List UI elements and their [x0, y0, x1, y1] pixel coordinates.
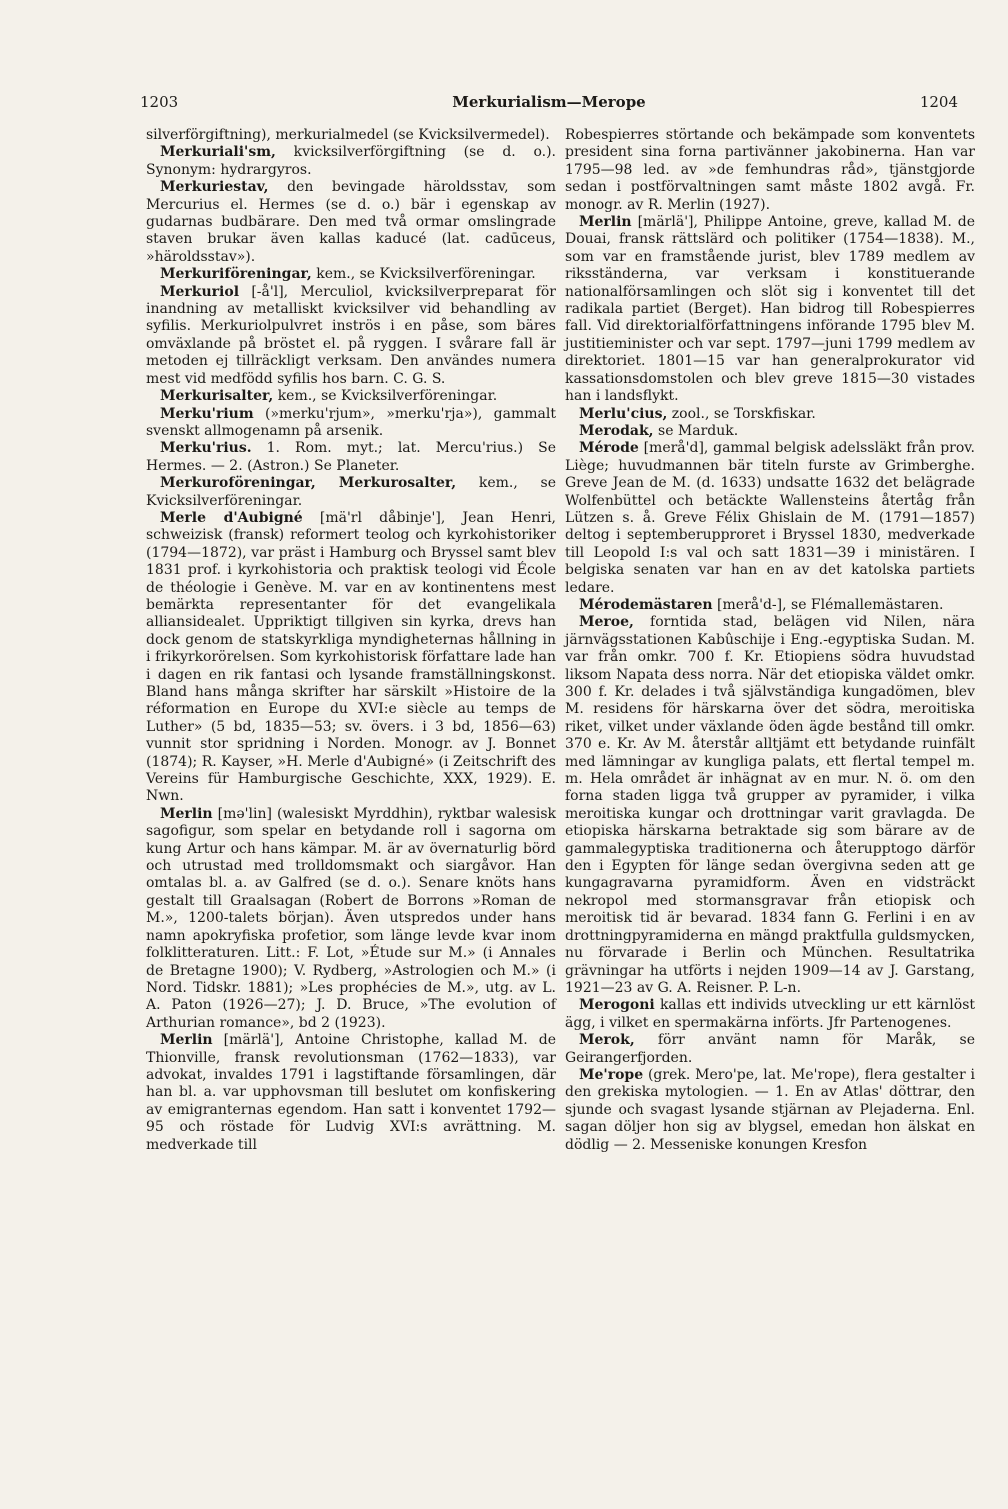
- entry-text: (grek. Mero'pe, lat. Me'rope), flera gestalter i den grekiska mytologien. — 1. En av Atlas' döttrar, den sjunde och svagast lysande stjärnan av Plejaderna. Enl. sagan döljer hon sig av blygsel, emedan hon älskat en dödlig — 2. Messeniske konungen Kresfon: [565, 1066, 975, 1153]
- entry: [565, 214, 975, 405]
- entry-text: (»merku'rjum», »merku'rja»), gammalt svenskt allmogenamn på arsenik.: [146, 405, 556, 439]
- entry-text: kem., se Kvicksilverföreningar.: [146, 475, 556, 509]
- entry-text: 1. Rom. myt.; lat. Mercu'rius.) Se Hermes. — 2. (Astron.) Se Planeter.: [146, 440, 557, 474]
- entry-text: kvicksilverförgiftning (se d. o.). Synonym: hydrargyros.: [146, 144, 557, 178]
- entry: [565, 597, 975, 614]
- entry: [565, 997, 975, 1032]
- right-column: [565, 127, 975, 1154]
- entry-headword: Merkuroföreningar, Merkurosalter,: [160, 475, 457, 492]
- entry-text: [merå'd], gammal belgisk adelssläkt från prov. Liège; huvudmannen bär titeln furste av Grimberghe. Greve Jean de M. (d. 1633) undsatte 1632 det belägrade Wolfenbüttel och betäckte Wallensteins återtåg från Lützen s. å. Greve Félix Ghislain de M. (1791—1857) deltog i septemberupproret i Bryssel 1830, medverkade till Leopold I:s val och satt 1831—39 i ministären. I belgiska senaten var han en av det katolska partiets ledare.: [565, 440, 975, 596]
- entry-text: [-å'l], Merculiol, kvicksilverpreparat för inandning av metalliskt kvicksilver vid behandling av syfilis. Merkuriolpulvret inströs i en påse, som bäres omväxlande på bröstet el. på ryggen. I svårare fall är metoden ej tillräckligt verksam. Den användes numera mest vid medfödd syfilis hos barn. C. G. S.: [146, 283, 557, 387]
- entry-text: kallas ett individs utveckling ur ett kärnlöst ägg, i vilket en spermakärna införts. Jfr Partenogenes.: [565, 997, 976, 1031]
- entry: [565, 440, 975, 597]
- entry: [565, 1032, 975, 1067]
- entry-headword: Merogoni: [579, 997, 655, 1014]
- entry-headword: Merkuriali'sm,: [160, 144, 276, 161]
- entry-text: kem., se Kvicksilverföreningar.: [277, 388, 498, 405]
- entry-text: Robespierres störtande och bekämpade som konventets president sina forna partivänner jakobinerna. Han var 1795—98 led. av »de femhundras råd», tjänstgjorde sedan i postförvaltningen samt måste 1802 avgå. Fr. monogr. av R. Merlin (1927).: [565, 127, 975, 213]
- left-page-number: 1203: [140, 93, 179, 111]
- entry-text: zool., se Torskfiskar.: [671, 405, 816, 422]
- entry-headword: Me'rope: [579, 1066, 644, 1083]
- entry-headword: Merkuriföreningar,: [160, 266, 312, 283]
- entry-headword: Mérode: [579, 440, 639, 457]
- entry-headword: Meroe,: [579, 614, 634, 631]
- entry-headword: Merodak,: [579, 422, 654, 439]
- entry: [146, 440, 556, 475]
- entry: [146, 510, 556, 806]
- running-title: Merkurialism—Merope: [452, 93, 646, 111]
- entry: [146, 406, 556, 441]
- entry-text: förr använt namn för Maråk, se Geirangerfjorden.: [565, 1032, 976, 1066]
- entry-headword: Merkurisalter,: [160, 388, 274, 405]
- entry-text: se Marduk.: [658, 422, 739, 439]
- left-column: [146, 127, 556, 1154]
- entry: [146, 806, 556, 1032]
- entry-text: [märlä'], Antoine Christophe, kallad M. de Thionville, fransk revolutionsman (1762—1833), var advokat, invaldes 1791 i lagstiftande församlingen, där han bl. a. var upphovsman till beslutet om konfiskering av emigranternas egendom. Han satt i konventet 1792—95 och röstade för Ludvig XVI:s avrättning. M. medverkade till: [146, 1032, 556, 1153]
- entry-headword: Merku'rius.: [160, 440, 252, 457]
- entry-text: [mä'rl dåbinje'], Jean Henri, schweizisk (fransk) reformert teolog och kyrkohistoriker (1794—1872), var präst i Hamburg och Bryssel samt blev 1831 prof. i kyrkohistoria och praktisk teologi vid École de théologie i Genève. M. var en av kontinentens mest bemärkta representanter för det evangelikala alliansidealet. Uppriktigt tillgiven sin kyrka, drevs han dock genom de statskyrkliga myndigheternas hållning in i frikyrkorörelsen. Som kyrkohistorisk författare lade han i dagen en rik fantasi och lysande framställningskonst. Bland hans många skrifter har särskilt »Histoire de la réformation en Europe du XVI:e siècle au temps de Luther» (5 bd, 1835—53; sv. övers. i 3 bd, 1856—63) vunnit stor spridning i Norden. Monogr. av J. Bonnet (1874); R. Kayser, »H. Merle d'Aubigné» (i Zeitschrift des Vereins für Hamburgische Geschichte, XXX, 1929). E. Nwn.: [146, 509, 557, 805]
- entry-text: den bevingade häroldsstav, som Mercurius el. Hermes (se d. o.) bär i egenskap av gudarnas budbärare. Den med två ormar omslingrade staven brukar även kallas kaducé (lat. cadūceus, »häroldsstav»).: [146, 179, 556, 265]
- entry-headword: Merkuriestav,: [160, 179, 269, 196]
- entry: [146, 144, 556, 179]
- entry: [146, 266, 556, 283]
- page-header: [140, 93, 958, 119]
- right-page-number: 1204: [919, 93, 958, 111]
- entry: [146, 475, 556, 510]
- entry-text: [mə'lin] (walesiskt Myrddhin), ryktbar walesisk sagofigur, som spelar en betydande roll i sagorna om kung Artur och hans kämpar. M. är av övernaturlig börd och utrustad med trolldomsmakt och siargåvor. Han omtalas bl. a. av Galfred (se d. o.). Senare knöts hans gestalt till Graalsagan (Robert de Borrons »Roman de M.», 1200-talets början). Även utspredos under hans namn apokryfiska profetior, som länge levde kvar inom folklitteraturen. Litt.: F. Lot, »Étude sur M.» (i Annales de Bretagne 1900); V. Rydberg, »Astrologien och M.» (i Nord. Tidskr. 1881); »Les prophécies de M.», utg. av L. A. Paton (1926—27); J. D. Bruce, »The evolution of Arthurian romance», bd 2 (1923).: [146, 805, 556, 1031]
- entry-text: forntida stad, belägen vid Nilen, nära järnvägsstationen Kabûschije i Eng.-egyptiska Sudan. M. var från omkr. 700 f. Kr. Etiopiens södra huvudstad liksom Napata dess norra. När det etiopiska väldet omkr. 300 f. Kr. delades i två självständiga kungadömen, blev M. residens för härskarna över det södra, meroitiska riket, vilket under växlande öden ägde bestånd till omkr. 370 e. Kr. Av M. återstår alltjämt ett betydande ruinfält med lämningar av kungliga palats, ett flertal tempel m. m. Hela området är inhägnat av en mur. N. ö. om den forna staden ligga två grupper av pyramider, i vilka meroitiska kungar och drottningar varit gravlagda. De etiopiska härskarna betraktade sig som bärare av de gammalegyptiska traditionerna och återupptogo därför den i Egypten för länge sedan övergivna seden att ge kungagravarna pyramidform. Även en vidsträckt nekropol med stormansgravar från etiopisk och meroitisk tid är bevarad. 1834 fann G. Ferlini i en av drottningpyramiderna en mängd praktfulla guldsmycken, nu förvarade i Berlin och München. Resultatrika grävningar ha utförts i nejden 1909—14 av J. Garstang, 1921—23 av G. A. Reisner. P. L-n.: [565, 614, 975, 996]
- entry-headword: Merlu'cius,: [579, 405, 668, 422]
- entry-headword: Merle d'Aubigné: [160, 509, 303, 526]
- entry: [146, 284, 556, 388]
- entry: [565, 1067, 975, 1154]
- entry-text: kem., se Kvicksilverföreningar.: [316, 266, 536, 283]
- entry: [146, 1032, 556, 1154]
- entry-headword: Merok,: [579, 1032, 635, 1049]
- entry: [146, 388, 556, 405]
- entry-text: [märlä'], Philippe Antoine, greve, kallad M. de Douai, fransk rättslärd och politiker (1754—1838). M., som var en framstående jurist, blev 1789 medlem av riksständerna, var verksam i konstituerande nationalförsamlingen och slöt sig i konventet till det radikala partiet (Berget). Han bidrog till Robespierres fall. Vid direktorialförfattningens införande 1795 blev M. justitieminister och var sept. 1797—juni 1799 medlem av direktoriet. 1801—15 var han generalprokurator vid kassationsdomstolen och blev greve 1815—30 vistades han i landsflykt.: [565, 214, 976, 405]
- entry: [565, 127, 975, 214]
- entry-headword: Mérodemästaren: [579, 596, 713, 613]
- entry-text: silverförgiftning), merkurialmedel (se Kvicksilvermedel).: [146, 127, 550, 143]
- entry: [146, 127, 556, 144]
- entry: [565, 614, 975, 997]
- entry: [565, 406, 975, 423]
- entry-headword: Merlin: [160, 805, 213, 822]
- entry: [565, 423, 975, 440]
- entry-text: [merå'd-], se Flémallemästaren.: [717, 596, 944, 613]
- entry-headword: Merlin: [160, 1032, 213, 1049]
- entry-headword: Merkuriol: [160, 283, 240, 300]
- entry-headword: Merlin: [579, 214, 632, 231]
- entry-headword: Merku'rium: [160, 405, 254, 422]
- entry: [146, 179, 556, 266]
